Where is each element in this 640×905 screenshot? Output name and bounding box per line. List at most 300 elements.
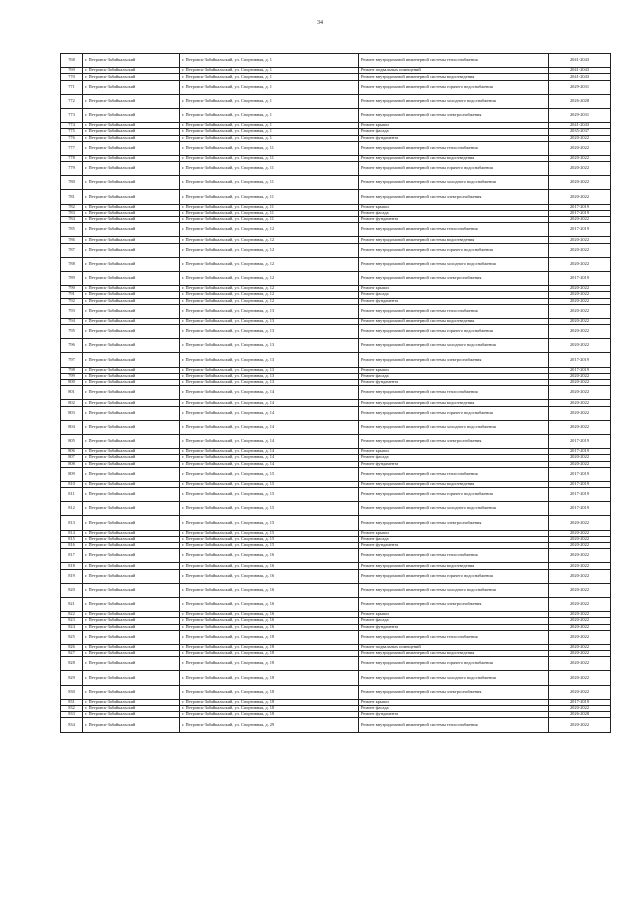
table-row [61, 718, 611, 732]
period-cell: 2020-2022 [549, 292, 611, 298]
work-type-cell: Ремонт внутридомовой инженерной системы водоотведения [359, 74, 549, 80]
page-number: 34 [317, 20, 323, 26]
period-cell: 2020-2022 [549, 386, 611, 400]
row-number-cell: 818 [61, 563, 83, 569]
row-number-cell: 806 [61, 449, 83, 455]
period-cell: 2020-2022 [549, 671, 611, 685]
municipality-cell: г. Петровск-Забайкальский [83, 536, 180, 542]
work-type-cell: Ремонт фасада [359, 210, 549, 216]
row-number-cell: 803 [61, 406, 83, 420]
work-type-cell: Ремонт внутридомовой инженерной системы водоотведения [359, 481, 549, 487]
period-cell: 2017-2019 [549, 434, 611, 448]
municipality-cell: г. Петровск-Забайкальский [83, 671, 180, 685]
period-cell: 2020-2022 [549, 190, 611, 204]
address-cell: г. Петровск-Забайкальский, ул. Спортивная, д. 18 [180, 712, 359, 718]
row-number-cell: 787 [61, 243, 83, 257]
row-number-cell: 771 [61, 80, 83, 94]
address-cell: г. Петровск-Забайкальский, ул. Спортивная, д. 13 [180, 339, 359, 353]
row-number-cell: 772 [61, 94, 83, 108]
period-cell: 2020-2022 [549, 530, 611, 536]
municipality-cell: г. Петровск-Забайкальский [83, 597, 180, 611]
work-type-cell: Ремонт внутридомовой инженерной системы водоотведения [359, 155, 549, 161]
municipality-cell: г. Петровск-Забайкальский [83, 204, 180, 210]
table-row [61, 304, 611, 318]
row-number-cell: 820 [61, 583, 83, 597]
address-cell: г. Петровск-Забайкальский, ул. Спортивная, д. 14 [180, 461, 359, 467]
address-cell: г. Петровск-Забайкальский, ул. Спортивная, д. 12 [180, 237, 359, 243]
address-cell: г. Петровск-Забайкальский, ул. Спортивная, д. 1 [180, 74, 359, 80]
work-type-cell: Ремонт внутридомовой инженерной системы горячего водоснабжения [359, 325, 549, 339]
period-cell: 2020-2022 [549, 549, 611, 563]
address-cell: г. Петровск-Забайкальский, ул. Спортивная, д. 11 [180, 210, 359, 216]
work-type-cell: Ремонт внутридомовой инженерной системы горячего водоснабжения [359, 162, 549, 176]
address-cell: г. Петровск-Забайкальский, ул. Спортивная, д. 11 [180, 155, 359, 161]
row-number-cell: 778 [61, 155, 83, 161]
work-type-cell: Ремонт внутридомовой инженерной системы холодного водоснабжения [359, 420, 549, 434]
address-cell: г. Петровск-Забайкальский, ул. Спортивная, д. 16 [180, 549, 359, 563]
table-row [61, 243, 611, 257]
address-cell: г. Петровск-Забайкальский, ул. Спортивная, д. 18 [180, 699, 359, 705]
municipality-cell: г. Петровск-Забайкальский [83, 502, 180, 516]
address-cell: г. Петровск-Забайкальский, ул. Спортивная, д. 13 [180, 318, 359, 324]
row-number-cell: 828 [61, 657, 83, 671]
municipality-cell: г. Петровск-Забайкальский [83, 176, 180, 190]
row-number-cell: 795 [61, 325, 83, 339]
row-number-cell: 829 [61, 671, 83, 685]
period-cell: 2020-2022 [549, 318, 611, 324]
work-type-cell: Ремонт внутридомовой инженерной системы электроснабжения [359, 353, 549, 367]
table-row [61, 339, 611, 353]
period-cell: 2020-2022 [549, 630, 611, 644]
municipality-cell: г. Петровск-Забайкальский [83, 141, 180, 155]
period-cell: 2020-2022 [549, 339, 611, 353]
municipality-cell: г. Петровск-Забайкальский [83, 481, 180, 487]
address-cell: г. Петровск-Забайкальский, ул. Спортивная, д. 1 [180, 108, 359, 122]
table-row [61, 94, 611, 108]
table-row [61, 353, 611, 367]
row-number-cell: 768 [61, 54, 83, 68]
municipality-cell: г. Петровск-Забайкальский [83, 612, 180, 618]
work-type-cell: Ремонт внутридомовой инженерной системы горячего водоснабжения [359, 657, 549, 671]
municipality-cell: г. Петровск-Забайкальский [83, 406, 180, 420]
address-cell: г. Петровск-Забайкальский, ул. Спортивная, д. 14 [180, 434, 359, 448]
row-number-cell: 831 [61, 699, 83, 705]
period-cell: 2020-2022 [549, 563, 611, 569]
table-row [61, 597, 611, 611]
row-number-cell: 834 [61, 718, 83, 732]
work-type-cell: Ремонт внутридомовой инженерной системы водоотведения [359, 237, 549, 243]
municipality-cell: г. Петровск-Забайкальский [83, 292, 180, 298]
period-cell: 2020-2022 [549, 597, 611, 611]
row-number-cell: 817 [61, 549, 83, 563]
municipality-cell: г. Петровск-Забайкальский [83, 108, 180, 122]
row-number-cell: 797 [61, 353, 83, 367]
period-cell: 2020-2022 [549, 420, 611, 434]
period-cell: 2020-2022 [549, 304, 611, 318]
work-type-cell: Ремонт крыши [359, 449, 549, 455]
table-row [61, 467, 611, 481]
work-type-cell: Ремонт внутридомовой инженерной системы холодного водоснабжения [359, 583, 549, 597]
municipality-cell: г. Петровск-Забайкальский [83, 657, 180, 671]
period-cell: 2017-2019 [549, 353, 611, 367]
row-number-cell: 827 [61, 651, 83, 657]
work-type-cell: Ремонт крыши [359, 699, 549, 705]
work-type-cell: Ремонт фундамента [359, 217, 549, 223]
work-type-cell: Ремонт фундамента [359, 624, 549, 630]
row-number-cell: 805 [61, 434, 83, 448]
work-type-cell: Ремонт крыши [359, 530, 549, 536]
row-number-cell: 825 [61, 630, 83, 644]
period-cell: 2017-2019 [549, 367, 611, 373]
address-cell: г. Петровск-Забайкальский, ул. Спортивная, д. 12 [180, 243, 359, 257]
municipality-cell: г. Петровск-Забайкальский [83, 549, 180, 563]
table-row [61, 386, 611, 400]
row-number-cell: 794 [61, 318, 83, 324]
municipality-cell: г. Петровск-Забайкальский [83, 353, 180, 367]
table-row [61, 502, 611, 516]
work-type-cell: Ремонт внутридомовой инженерной системы горячего водоснабжения [359, 80, 549, 94]
work-type-cell: Ремонт внутридомовой инженерной системы водоотведения [359, 651, 549, 657]
row-number-cell: 799 [61, 373, 83, 379]
period-cell: 2020-2022 [549, 141, 611, 155]
period-cell: 2017-2019 [549, 449, 611, 455]
work-type-cell: Ремонт крыши [359, 286, 549, 292]
address-cell: г. Петровск-Забайкальский, ул. Спортивная, д. 14 [180, 400, 359, 406]
table-body [61, 54, 611, 733]
address-cell: г. Петровск-Забайкальский, ул. Спортивная, д. 15 [180, 481, 359, 487]
municipality-cell: г. Петровск-Забайкальский [83, 237, 180, 243]
row-number-cell: 770 [61, 74, 83, 80]
work-type-cell: Ремонт фасада [359, 536, 549, 542]
period-cell: 2020-2022 [549, 406, 611, 420]
municipality-cell: г. Петровск-Забайкальский [83, 467, 180, 481]
work-type-cell: Ремонт внутридомовой инженерной системы холодного водоснабжения [359, 671, 549, 685]
row-number-cell: 793 [61, 304, 83, 318]
work-type-cell: Ремонт внутридомовой инженерной системы электроснабжения [359, 434, 549, 448]
municipality-cell: г. Петровск-Забайкальский [83, 74, 180, 80]
address-cell: г. Петровск-Забайкальский, ул. Спортивная, д. 18 [180, 657, 359, 671]
address-cell: г. Петровск-Забайкальский, ул. Спортивная, д. 1 [180, 68, 359, 74]
row-number-cell: 822 [61, 612, 83, 618]
period-cell: 2026-2028 [549, 712, 611, 718]
table-row [61, 657, 611, 671]
work-type-cell: Ремонт фундамента [359, 543, 549, 549]
period-cell: 2020-2022 [549, 516, 611, 530]
municipality-cell: г. Петровск-Забайкальский [83, 135, 180, 141]
period-cell: 2020-2022 [549, 583, 611, 597]
row-number-cell: 815 [61, 536, 83, 542]
address-cell: г. Петровск-Забайкальский, ул. Спортивная, д. 18 [180, 651, 359, 657]
municipality-cell: г. Петровск-Забайкальский [83, 155, 180, 161]
work-type-cell: Ремонт подвальных помещений [359, 68, 549, 74]
address-cell: г. Петровск-Забайкальский, ул. Спортивная, д. 12 [180, 257, 359, 271]
municipality-cell: г. Петровск-Забайкальский [83, 434, 180, 448]
period-cell: 2020-2022 [549, 706, 611, 712]
work-type-cell: Ремонт внутридомовой инженерной системы холодного водоснабжения [359, 94, 549, 108]
address-cell: г. Петровск-Забайкальский, ул. Спортивная, д. 12 [180, 223, 359, 237]
address-cell: г. Петровск-Забайкальский, ул. Спортивная, д. 14 [180, 406, 359, 420]
work-type-cell: Ремонт внутридомовой инженерной системы водоотведения [359, 400, 549, 406]
work-type-cell: Ремонт фундамента [359, 298, 549, 304]
municipality-cell: г. Петровск-Забайкальский [83, 339, 180, 353]
period-cell: 2020-2022 [549, 298, 611, 304]
municipality-cell: г. Петровск-Забайкальский [83, 706, 180, 712]
work-type-cell: Ремонт крыши [359, 204, 549, 210]
table-row [61, 176, 611, 190]
row-number-cell: 802 [61, 400, 83, 406]
work-type-cell: Ремонт внутридомовой инженерной системы теплоснабжения [359, 223, 549, 237]
row-number-cell: 808 [61, 461, 83, 467]
row-number-cell: 824 [61, 624, 83, 630]
address-cell: г. Петровск-Забайкальский, ул. Спортивная, д. 1 [180, 135, 359, 141]
municipality-cell: г. Петровск-Забайкальский [83, 461, 180, 467]
work-type-cell: Ремонт фасада [359, 618, 549, 624]
register-sheet [60, 53, 610, 733]
period-cell: 2020-2022 [549, 685, 611, 699]
work-type-cell: Ремонт внутридомовой инженерной системы теплоснабжения [359, 549, 549, 563]
table-row [61, 630, 611, 644]
work-type-cell: Ремонт крыши [359, 367, 549, 373]
address-cell: г. Петровск-Забайкальский, ул. Спортивная, д. 16 [180, 569, 359, 583]
period-cell: 2017-2019 [549, 210, 611, 216]
address-cell: г. Петровск-Забайкальский, ул. Спортивная, д. 12 [180, 286, 359, 292]
period-cell: 2020-2022 [549, 135, 611, 141]
period-cell: 2020-2022 [549, 257, 611, 271]
table-row [61, 549, 611, 563]
municipality-cell: г. Петровск-Забайкальский [83, 367, 180, 373]
address-cell: г. Петровск-Забайкальский, ул. Спортивная, д. 12 [180, 298, 359, 304]
work-type-cell: Ремонт внутридомовой инженерной системы горячего водоснабжения [359, 488, 549, 502]
municipality-cell: г. Петровск-Забайкальский [83, 373, 180, 379]
address-cell: г. Петровск-Забайкальский, ул. Спортивная, д. 1 [180, 129, 359, 135]
row-number-cell: 776 [61, 135, 83, 141]
row-number-cell: 785 [61, 223, 83, 237]
period-cell: 2020-2022 [549, 651, 611, 657]
work-type-cell: Ремонт внутридомовой инженерной системы теплоснабжения [359, 304, 549, 318]
municipality-cell: г. Петровск-Забайкальский [83, 325, 180, 339]
address-cell: г. Петровск-Забайкальский, ул. Спортивная, д. 1 [180, 54, 359, 68]
address-cell: г. Петровск-Забайкальский, ул. Спортивная, д. 15 [180, 502, 359, 516]
work-type-cell: Ремонт фасада [359, 373, 549, 379]
address-cell: г. Петровск-Забайкальский, ул. Спортивная, д. 15 [180, 467, 359, 481]
row-number-cell: 830 [61, 685, 83, 699]
work-type-cell: Ремонт внутридомовой инженерной системы электроснабжения [359, 685, 549, 699]
municipality-cell: г. Петровск-Забайкальский [83, 488, 180, 502]
period-cell: 2041-2043 [549, 74, 611, 80]
period-cell: 2017-2019 [549, 481, 611, 487]
address-cell: г. Петровск-Забайкальский, ул. Спортивная, д. 13 [180, 325, 359, 339]
municipality-cell: г. Петровск-Забайкальский [83, 618, 180, 624]
work-type-cell: Ремонт фасада [359, 292, 549, 298]
row-number-cell: 809 [61, 467, 83, 481]
address-cell: г. Петровск-Забайкальский, ул. Спортивная, д. 11 [180, 162, 359, 176]
address-cell: г. Петровск-Забайкальский, ул. Спортивная, д. 11 [180, 176, 359, 190]
work-type-cell: Ремонт внутридомовой инженерной системы водоотведения [359, 318, 549, 324]
table-row [61, 141, 611, 155]
table-row [61, 583, 611, 597]
municipality-cell: г. Петровск-Забайкальский [83, 386, 180, 400]
address-cell: г. Петровск-Забайкальский, ул. Спортивная, д. 14 [180, 449, 359, 455]
table-row [61, 569, 611, 583]
work-type-cell: Ремонт внутридомовой инженерной системы электроснабжения [359, 108, 549, 122]
table-row [61, 488, 611, 502]
table-row [61, 162, 611, 176]
period-cell: 2020-2022 [549, 618, 611, 624]
period-cell: 2035-2037 [549, 129, 611, 135]
work-type-cell: Ремонт крыши [359, 123, 549, 129]
address-cell: г. Петровск-Забайкальский, ул. Спортивная, д. 14 [180, 420, 359, 434]
work-type-cell: Ремонт внутридомовой инженерной системы теплоснабжения [359, 718, 549, 732]
period-cell: 2020-2022 [549, 461, 611, 467]
work-type-cell: Ремонт внутридомовой инженерной системы электроснабжения [359, 190, 549, 204]
table-row [61, 434, 611, 448]
address-cell: г. Петровск-Забайкальский, ул. Спортивная, д. 18 [180, 644, 359, 650]
municipality-cell: г. Петровск-Забайкальский [83, 298, 180, 304]
period-cell: 2026-2028 [549, 94, 611, 108]
address-cell: г. Петровск-Забайкальский, ул. Спортивная, д. 18 [180, 671, 359, 685]
period-cell: 2017-2019 [549, 699, 611, 705]
work-type-cell: Ремонт внутридомовой инженерной системы холодного водоснабжения [359, 257, 549, 271]
work-type-cell: Ремонт фундамента [359, 461, 549, 467]
period-cell: 2020-2022 [549, 380, 611, 386]
row-number-cell: 784 [61, 217, 83, 223]
municipality-cell: г. Петровск-Забайкальский [83, 583, 180, 597]
work-type-cell: Ремонт внутридомовой инженерной системы теплоснабжения [359, 386, 549, 400]
row-number-cell: 832 [61, 706, 83, 712]
row-number-cell: 788 [61, 257, 83, 271]
period-cell: 2017-2019 [549, 271, 611, 285]
period-cell: 2020-2022 [549, 644, 611, 650]
municipality-cell: г. Петровск-Забайкальский [83, 190, 180, 204]
work-type-cell: Ремонт внутридомовой инженерной системы электроснабжения [359, 271, 549, 285]
municipality-cell: г. Петровск-Забайкальский [83, 400, 180, 406]
municipality-cell: г. Петровск-Забайкальский [83, 162, 180, 176]
row-number-cell: 783 [61, 210, 83, 216]
row-number-cell: 773 [61, 108, 83, 122]
address-cell: г. Петровск-Забайкальский, ул. Спортивная, д. 15 [180, 543, 359, 549]
municipality-cell: г. Петровск-Забайкальский [83, 685, 180, 699]
row-number-cell: 780 [61, 176, 83, 190]
municipality-cell: г. Петровск-Забайкальский [83, 530, 180, 536]
row-number-cell: 798 [61, 367, 83, 373]
capital-repair-table [60, 53, 611, 733]
row-number-cell: 813 [61, 516, 83, 530]
work-type-cell: Ремонт внутридомовой инженерной системы теплоснабжения [359, 141, 549, 155]
municipality-cell: г. Петровск-Забайкальский [83, 318, 180, 324]
municipality-cell: г. Петровск-Забайкальский [83, 304, 180, 318]
period-cell: 2017-2019 [549, 467, 611, 481]
table-row [61, 190, 611, 204]
municipality-cell: г. Петровск-Забайкальский [83, 68, 180, 74]
address-cell: г. Петровск-Забайкальский, ул. Спортивная, д. 11 [180, 217, 359, 223]
address-cell: г. Петровск-Забайкальский, ул. Спортивная, д. 18 [180, 706, 359, 712]
municipality-cell: г. Петровск-Забайкальский [83, 712, 180, 718]
row-number-cell: 791 [61, 292, 83, 298]
row-number-cell: 833 [61, 712, 83, 718]
work-type-cell: Ремонт внутридомовой инженерной системы водоотведения [359, 563, 549, 569]
address-cell: г. Петровск-Забайкальский, ул. Спортивная, д. 18 [180, 630, 359, 644]
period-cell: 2017-2019 [549, 502, 611, 516]
work-type-cell: Ремонт фасада [359, 129, 549, 135]
municipality-cell: г. Петровск-Забайкальский [83, 80, 180, 94]
address-cell: г. Петровск-Забайкальский, ул. Спортивная, д. 1 [180, 80, 359, 94]
period-cell: 2017-2019 [549, 204, 611, 210]
address-cell: г. Петровск-Забайкальский, ул. Спортивная, д. 15 [180, 488, 359, 502]
municipality-cell: г. Петровск-Забайкальский [83, 630, 180, 644]
table-row [61, 108, 611, 122]
period-cell: 2017-2019 [549, 223, 611, 237]
table-row [61, 420, 611, 434]
period-cell: 2029-2031 [549, 108, 611, 122]
table-row [61, 54, 611, 68]
row-number-cell: 777 [61, 141, 83, 155]
table-row [61, 671, 611, 685]
work-type-cell: Ремонт фундамента [359, 135, 549, 141]
table-row [61, 271, 611, 285]
work-type-cell: Ремонт фасада [359, 706, 549, 712]
row-number-cell: 790 [61, 286, 83, 292]
row-number-cell: 781 [61, 190, 83, 204]
work-type-cell: Ремонт внутридомовой инженерной системы электроснабжения [359, 597, 549, 611]
period-cell: 2020-2022 [549, 718, 611, 732]
period-cell: 2020-2022 [549, 217, 611, 223]
work-type-cell: Ремонт фасада [359, 455, 549, 461]
row-number-cell: 812 [61, 502, 83, 516]
municipality-cell: г. Петровск-Забайкальский [83, 129, 180, 135]
work-type-cell: Ремонт внутридомовой инженерной системы электроснабжения [359, 516, 549, 530]
table-row [61, 80, 611, 94]
row-number-cell: 807 [61, 455, 83, 461]
municipality-cell: г. Петровск-Забайкальский [83, 455, 180, 461]
row-number-cell: 821 [61, 597, 83, 611]
row-number-cell: 816 [61, 543, 83, 549]
address-cell: г. Петровск-Забайкальский, ул. Спортивная, д. 11 [180, 141, 359, 155]
period-cell: 2020-2022 [549, 569, 611, 583]
address-cell: г. Петровск-Забайкальский, ул. Спортивная, д. 16 [180, 612, 359, 618]
municipality-cell: г. Петровск-Забайкальский [83, 94, 180, 108]
row-number-cell: 800 [61, 380, 83, 386]
municipality-cell: г. Петровск-Забайкальский [83, 563, 180, 569]
row-number-cell: 810 [61, 481, 83, 487]
address-cell: г. Петровск-Забайкальский, ул. Спортивная, д. 14 [180, 455, 359, 461]
address-cell: г. Петровск-Забайкальский, ул. Спортивная, д. 16 [180, 624, 359, 630]
work-type-cell: Ремонт внутридомовой инженерной системы теплоснабжения [359, 467, 549, 481]
address-cell: г. Петровск-Забайкальский, ул. Спортивная, д. 1 [180, 123, 359, 129]
period-cell: 2017-2019 [549, 488, 611, 502]
work-type-cell: Ремонт крыши [359, 612, 549, 618]
address-cell: г. Петровск-Забайкальский, ул. Спортивная, д. 13 [180, 373, 359, 379]
municipality-cell: г. Петровск-Забайкальский [83, 543, 180, 549]
row-number-cell: 814 [61, 530, 83, 536]
period-cell: 2020-2022 [549, 400, 611, 406]
table-row [61, 325, 611, 339]
period-cell: 2041-2043 [549, 54, 611, 68]
work-type-cell: Ремонт подвальных помещений [359, 644, 549, 650]
row-number-cell: 769 [61, 68, 83, 74]
municipality-cell: г. Петровск-Забайкальский [83, 123, 180, 129]
municipality-cell: г. Петровск-Забайкальский [83, 286, 180, 292]
work-type-cell: Ремонт внутридомовой инженерной системы горячего водоснабжения [359, 406, 549, 420]
address-cell: г. Петровск-Забайкальский, ул. Спортивная, д. 15 [180, 516, 359, 530]
row-number-cell: 823 [61, 618, 83, 624]
address-cell: г. Петровск-Забайкальский, ул. Спортивная, д. 13 [180, 367, 359, 373]
row-number-cell: 801 [61, 386, 83, 400]
municipality-cell: г. Петровск-Забайкальский [83, 644, 180, 650]
municipality-cell: г. Петровск-Забайкальский [83, 54, 180, 68]
period-cell: 2020-2022 [549, 373, 611, 379]
period-cell: 2020-2022 [549, 237, 611, 243]
municipality-cell: г. Петровск-Забайкальский [83, 243, 180, 257]
